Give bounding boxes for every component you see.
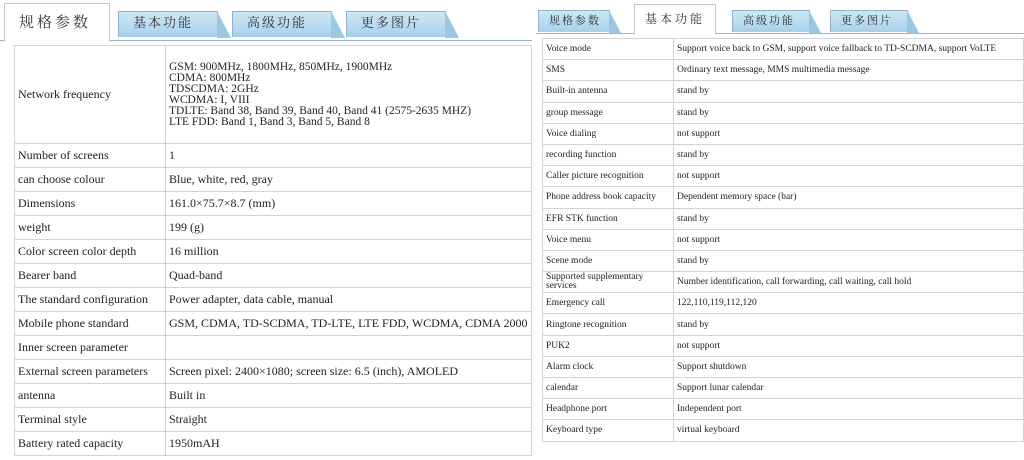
table-row	[543, 187, 1024, 208]
row-label: Phone address book capacity	[543, 187, 674, 208]
row-value: not support	[674, 335, 1024, 356]
table-row	[543, 272, 1024, 293]
row-label: can choose colour	[15, 168, 166, 192]
row-label: group message	[543, 102, 674, 123]
row-value: stand by	[674, 314, 1024, 335]
table-row	[15, 240, 532, 264]
table-row	[543, 314, 1024, 335]
row-label: Ringtone recognition	[543, 314, 674, 335]
table-row	[543, 166, 1024, 187]
row-value: Built in	[166, 384, 532, 408]
row-value: Support voice back to GSM, support voice fallback to TD-SCDMA, support VoLTE	[674, 39, 1024, 60]
row-value: Independent port	[674, 399, 1024, 420]
row-label: calendar	[543, 378, 674, 399]
row-value: Power adapter, data cable, manual	[166, 288, 532, 312]
table-row	[543, 81, 1024, 102]
row-value: virtual keyboard	[674, 420, 1024, 441]
table-row	[15, 336, 532, 360]
row-value: Dependent memory space (bar)	[674, 187, 1024, 208]
table-row	[15, 408, 532, 432]
tab-divider	[536, 33, 1024, 34]
table-row	[543, 356, 1024, 377]
row-label: Bearer band	[15, 264, 166, 288]
row-value: Straight	[166, 408, 532, 432]
table-row	[15, 360, 532, 384]
row-label: Scene mode	[543, 250, 674, 271]
frequency-line: WCDMA: I, VIII	[169, 93, 250, 106]
row-label: Alarm clock	[543, 356, 674, 377]
row-label: Terminal style	[15, 408, 166, 432]
row-value: Screen pixel: 2400×1080; screen size: 6.5 (inch), AMOLED	[166, 360, 532, 384]
row-label: External screen parameters	[15, 360, 166, 384]
row-label: Caller picture recognition	[543, 166, 674, 187]
row-label: Voice menu	[543, 229, 674, 250]
row-label: EFR STK function	[543, 208, 674, 229]
table-row	[15, 192, 532, 216]
row-label: Mobile phone standard	[15, 312, 166, 336]
table-row	[15, 384, 532, 408]
row-value: 16 million	[166, 240, 532, 264]
tab-bar	[536, 0, 1024, 34]
row-label: PUK2	[543, 335, 674, 356]
row-label: Dimensions	[15, 192, 166, 216]
row-value: 1950mAH	[166, 432, 532, 456]
tab-advanced-functions[interactable]: 高级功能	[732, 10, 810, 32]
table-row	[543, 208, 1024, 229]
table-row	[543, 399, 1024, 420]
table-row	[543, 144, 1024, 165]
row-value	[166, 46, 532, 144]
row-label: Emergency call	[543, 293, 674, 314]
row-value: not support	[674, 229, 1024, 250]
row-value: Support lunar calendar	[674, 378, 1024, 399]
row-label: Headphone port	[543, 399, 674, 420]
row-value: stand by	[674, 81, 1024, 102]
row-value: 161.0×75.7×8.7 (mm)	[166, 192, 532, 216]
table-row	[15, 312, 532, 336]
table-row	[543, 102, 1024, 123]
row-value: GSM, CDMA, TD-SCDMA, TD-LTE, LTE FDD, WCDMA, CDMA 2000	[166, 312, 532, 336]
specifications-table	[14, 45, 532, 456]
tab-advanced-functions[interactable]: 高级功能	[232, 11, 332, 37]
table-row	[543, 250, 1024, 271]
table-row	[15, 168, 532, 192]
row-value: Ordinary text message, MMS multimedia message	[674, 60, 1024, 81]
row-value: stand by	[674, 144, 1024, 165]
row-label: Supported supplementary services	[543, 272, 674, 293]
row-value: Blue, white, red, gray	[166, 168, 532, 192]
table-row	[543, 39, 1024, 60]
tab-more-pictures[interactable]: 更多图片	[830, 10, 908, 32]
row-value: 122,110,119,112,120	[674, 293, 1024, 314]
frequency-line: TDLTE: Band 38, Band 39, Band 40, Band 41 (2575-2635 MHZ)	[169, 104, 472, 117]
table-row	[15, 288, 532, 312]
table-row	[15, 144, 532, 168]
row-label: SMS	[543, 60, 674, 81]
tab-specifications[interactable]: 规格参数	[4, 3, 110, 42]
row-value: stand by	[674, 208, 1024, 229]
row-value	[166, 336, 532, 360]
tab-more-pictures[interactable]: 更多图片	[346, 11, 446, 37]
row-label: recording function	[543, 144, 674, 165]
table-row	[543, 60, 1024, 81]
table-row	[15, 432, 532, 456]
row-label: Network frequency	[15, 46, 166, 144]
frequency-line: TDSCDMA: 2GHz	[169, 82, 259, 95]
row-label: weight	[15, 216, 166, 240]
frequency-line: LTE FDD: Band 1, Band 3, Band 5, Band 8	[169, 115, 370, 128]
row-label: Voice dialing	[543, 123, 674, 144]
basic-functions-table	[542, 38, 1024, 442]
row-value: not support	[674, 123, 1024, 144]
table-row	[543, 335, 1024, 356]
row-label: Keyboard type	[543, 420, 674, 441]
table-row	[15, 216, 532, 240]
table-row	[543, 378, 1024, 399]
table-row	[543, 123, 1024, 144]
tab-basic-functions[interactable]: 基本功能	[118, 11, 218, 37]
row-value: stand by	[674, 250, 1024, 271]
basic-functions-panel-right	[536, 0, 1024, 460]
row-value: Support shutdown	[674, 356, 1024, 377]
row-label: antenna	[15, 384, 166, 408]
row-label: Number of screens	[15, 144, 166, 168]
row-value: not support	[674, 166, 1024, 187]
tab-specifications[interactable]: 规格参数	[538, 10, 610, 32]
row-label: The standard configuration	[15, 288, 166, 312]
row-label: Built-in antenna	[543, 81, 674, 102]
row-value: Quad-band	[166, 264, 532, 288]
row-label: Inner screen parameter	[15, 336, 166, 360]
frequency-line: GSM: 900MHz, 1800MHz, 850MHz, 1900MHz	[169, 60, 393, 73]
row-value: Number identification, call forwarding, call waiting, call hold	[674, 272, 1024, 293]
table-row	[543, 293, 1024, 314]
table-row	[15, 46, 532, 144]
table-row	[543, 229, 1024, 250]
row-value: 199 (g)	[166, 216, 532, 240]
row-value: stand by	[674, 102, 1024, 123]
row-label: Color screen color depth	[15, 240, 166, 264]
table-row	[543, 420, 1024, 441]
row-label: Battery rated capacity	[15, 432, 166, 456]
frequency-line: CDMA: 800MHz	[169, 71, 251, 84]
table-row	[15, 264, 532, 288]
tab-bar	[0, 0, 532, 41]
row-value: 1	[166, 144, 532, 168]
row-label: Voice mode	[543, 39, 674, 60]
tab-basic-functions[interactable]: 基本功能	[634, 4, 716, 35]
